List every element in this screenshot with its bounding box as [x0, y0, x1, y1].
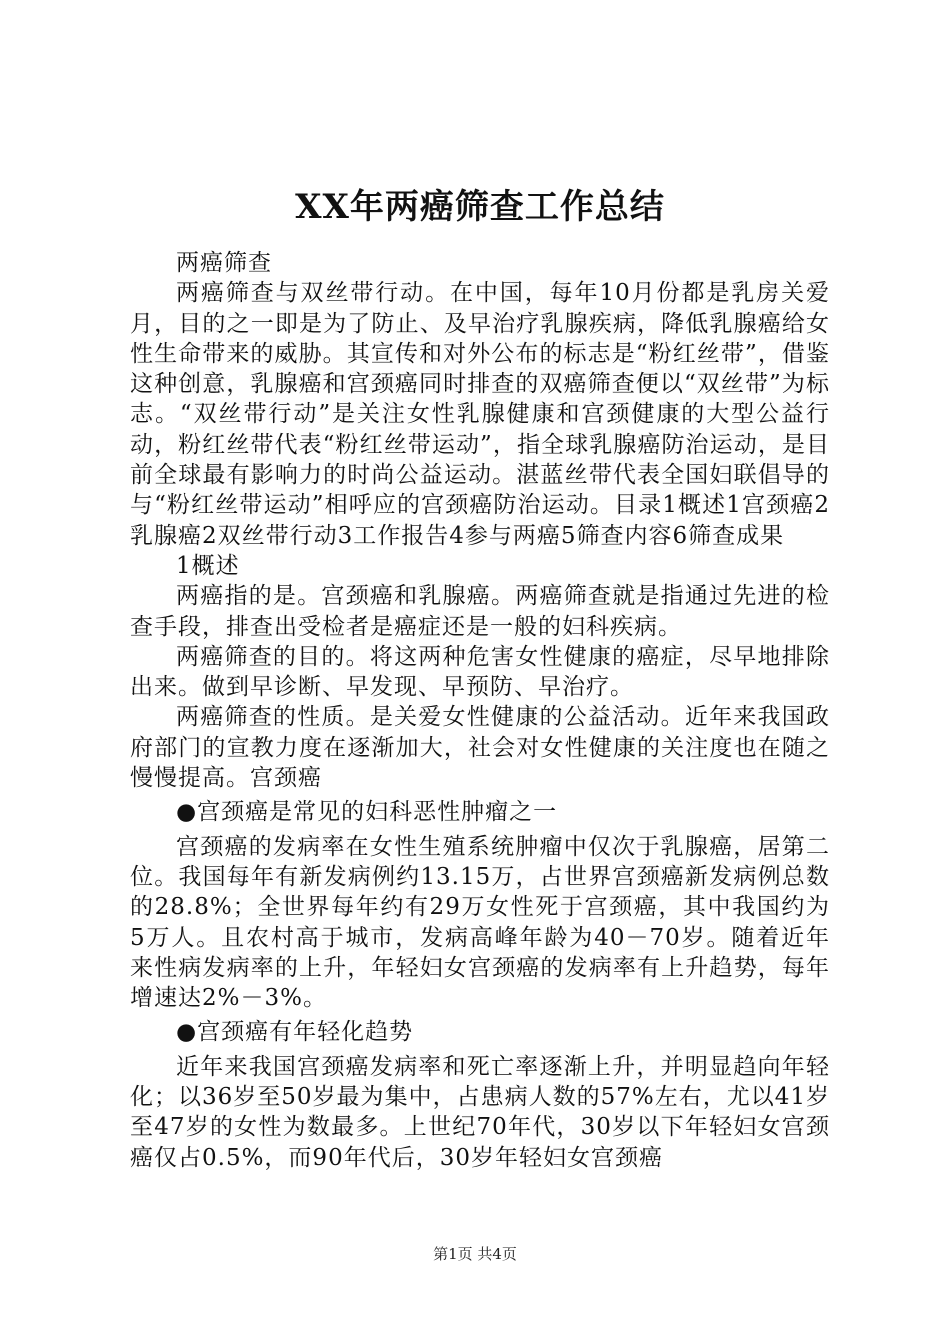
document-page — [130, 180, 830, 1173]
paragraph: 近年来我国宫颈癌发病率和死亡率逐渐上升，并明显趋向年轻化；以36岁至50岁最为集中，占患病人数的57%左右，尤以41岁至47岁的女性为数最多。上世纪70年代，30岁以下年轻妇女宫颈癌仅占0.5%，而90年代后，30岁年轻妇女宫颈癌 — [130, 1053, 830, 1171]
paragraph: 两癌指的是。宫颈癌和乳腺癌。两癌筛查就是指通过先进的检查手段，排查出受检者是癌症还是一般的妇科疾病。 — [130, 583, 830, 640]
paragraph: 两癌筛查的性质。是关爱女性健康的公益活动。近年来我国政府部门的宣教力度在逐渐加大，社会对女性健康的关注度也在随之慢慢提高。宫颈癌 — [130, 704, 830, 792]
bullet-heading: ●宫颈癌是常见的妇科恶性肿瘤之一 — [176, 799, 558, 826]
paragraph: 宫颈癌的发病率在女性生殖系统肿瘤中仅次于乳腺癌，居第二位。我国每年有新发病例约13.15万，占世界宫颈癌新发病例总数的28.8%；全世界每年约有29万女性死于宫颈癌，其中我国约为5万人。且农村高于城市，发病高峰年龄为40－70岁。随着近年来性病发病率的上升，年轻妇女宫颈癌的发病率有上升趋势，每年增速达2%－3%。 — [130, 833, 830, 1012]
page-number-footer: 第1页 共4页 — [433, 1245, 517, 1263]
section-heading: 1概述 — [176, 552, 240, 579]
paragraph: 两癌筛查的目的。将这两种危害女性健康的癌症，尽早地排除出来。做到早诊断、早发现、早预防、早治疗。 — [130, 643, 830, 701]
bullet-heading: ●宫颈癌有年轻化趋势 — [176, 1019, 414, 1046]
paragraph: 两癌筛查与双丝带行动。在中国，每年10月份都是乳房关爱月，目的之一即是为了防止、及早治疗乳腺疾病，降低乳腺癌给女性生命带来的威胁。其宣传和对外公布的标志是“粉红丝带”，借鉴这种创意，乳腺癌和宫颈癌同时排查的双癌筛查便以“双丝带”为标志。“双丝带行动”是关注女性乳腺健康和宫颈健康的大型公益行动，粉红丝带代表“粉红丝带运动”，指全球乳腺癌防治运动，是目前全球最有影响力的时尚公益运动。湛蓝丝带代表全国妇联倡导的与“粉红丝带运动”相呼应的宫颈癌防治运动。目录1概述1宫颈癌2乳腺癌2双丝带行动3工作报告4参与两癌5筛查内容6筛查成果 — [130, 280, 830, 549]
section-heading: 两癌筛查 — [176, 250, 272, 276]
document-title: XX年两癌筛查工作总结 — [295, 187, 665, 227]
